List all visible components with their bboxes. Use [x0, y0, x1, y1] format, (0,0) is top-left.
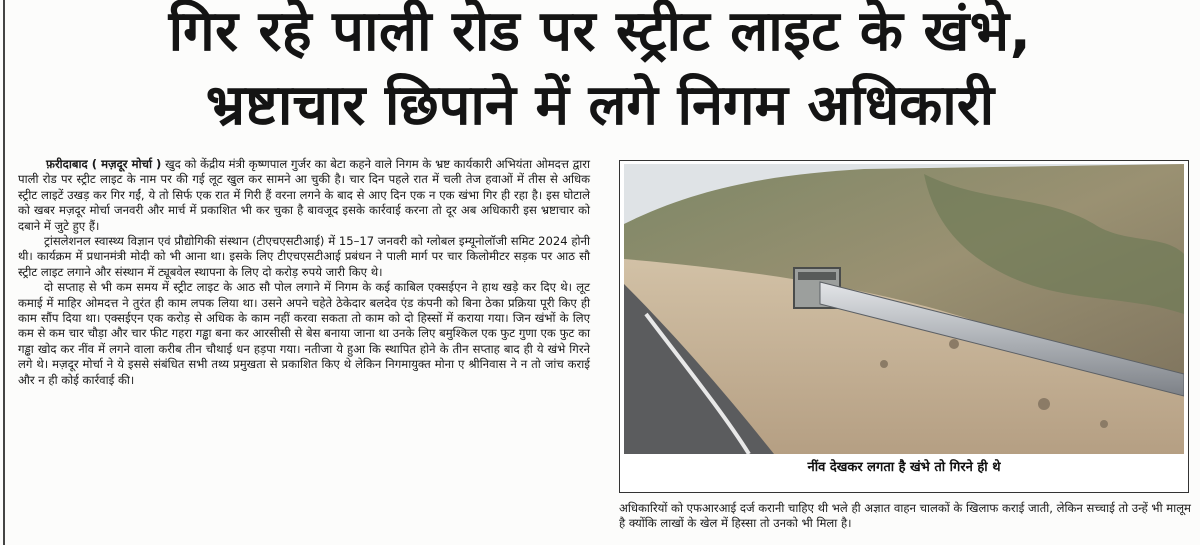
article-paragraph-3: दो सप्ताह से भी कम समय में स्ट्रीट लाइट के आठ सौ पोल लगाने में निगम के कई काबिल एक्सईएन ने हाथ खड़े कर दिए थे। लूट कमाई में माहिर ओमदत्त ने तुरंत ही काम लपक लिया था। उसने अपने चहेते ठेकेदार बलदेव एंड कंपनी को बिना ठेका प्रक्रिया पूरी किए ही काम सौंप दिया था। एक्सईएन एक करोड़ से अधिक के काम नहीं करवा सकता तो काम को दो हिस्सों में कराया गया। जिन खंभों के लिए कम से कम चार चौड़ा और चार फीट गहरा गड्ढा बना कर आरसीसी से बेस बनाया जाना था उनके लिए बमुश्किल एक फुट गुणा एक फुट का गड्ढा खोद कर नींव में लगने वाला करीब तीन चौथाई धन हड़पा गया। नतीजा ये हुआ कि स्थापित होने के तीन सप्ताह बाद ही ये खंभे गिरने लगे थे। मज़दूर मोर्चा ने ये इससे संबंधित सभी तथ्य प्रमुखता से प्रकाशित किए थे लेकिन निगमायुक्त मोना ए श्रीनिवास ने न तो जांच कराई और न ही कोई कार्रवाई की। — [18, 280, 590, 387]
rock — [880, 360, 888, 368]
news-photo — [624, 164, 1184, 454]
paragraph-1-text: खुद को केंद्रीय मंत्री कृष्णपाल गुर्जर का बेटा कहने वाले निगम के भ्रष्ट कार्यकारी अभियंता ओमदत्त द्वारा पाली रोड पर स्ट्रीट लाइट के नाम पर की गई लूट खुल कर सामने आ चुकी है। चार दिन पहले रात में चली तेज हवाओं में तीस से अधिक स्ट्रीट लाइटें उखड़ कर गिर गईं, ये तो सिर्फ एक रात में गिरी हैं वरना लगने के बाद से आए दिन एक न एक खंभा गिर ही रहा है। इस घोटाले को खबर मज़दूर मोर्चा जनवरी और मार्च में प्रकाशित भी कर चुका है बावजूद इसके कार्रवाई करना तो दूर अब अधिकारी इस भ्रष्टाचार को दबाने में जुटे हुए हैं। — [18, 157, 590, 233]
rock — [1038, 398, 1050, 410]
rock — [949, 339, 959, 349]
article-paragraph-2: ट्रांसलेशनल स्वास्थ्य विज्ञान एवं प्रौद्योगिकी संस्थान (टीएचएसटीआई) में 15–17 जनवरी को ग्लोबल इम्यूनोलॉजी समिट 2024 होनी थी। कार्यक्रम में प्रधानमंत्री मोदी को भी आना था। इसके लिए टीएचएसटीआई प्रबंधन ने पाली मार्ग पर चार किलोमीटर सड़क पर आठ सौ स्ट्रीट लाइट लगाने और संस्थान में ट्यूबवेल स्थापना के लिए दो करोड़ रुपये जारी किए थे। — [18, 234, 590, 279]
column-rule — [3, 0, 5, 545]
dateline: फ़रीदाबाद ( मज़दूर मोर्चा ) — [46, 157, 162, 171]
photo-caption: नींव देखकर लगता है खंभे तो गिरने ही थे — [807, 460, 1001, 475]
rock — [1100, 420, 1108, 428]
article-body — [18, 157, 590, 388]
headline-line-2: भ्रष्टाचार छिपाने में लगे निगम अधिकारी — [205, 73, 995, 138]
news-photo-frame — [619, 160, 1189, 493]
headline — [8, 0, 1192, 142]
base-opening — [798, 272, 836, 280]
article-paragraph-1 — [18, 157, 590, 234]
headline-line-1: गिर रहे पाली रोड पर स्ट्रीट लाइट के खंभे, — [168, 0, 1032, 64]
right-column-text: अधिकारियों को एफआरआई दर्ज करानी चाहिए थी भले ही अज्ञात वाहन चालकों के खिलाफ कराई जाती, लेकिन सच्चाई तो उन्हें भी मालूम है क्योंकि लाखों के खेल में हिस्सा तो उनको भी मिला है। — [619, 501, 1191, 531]
